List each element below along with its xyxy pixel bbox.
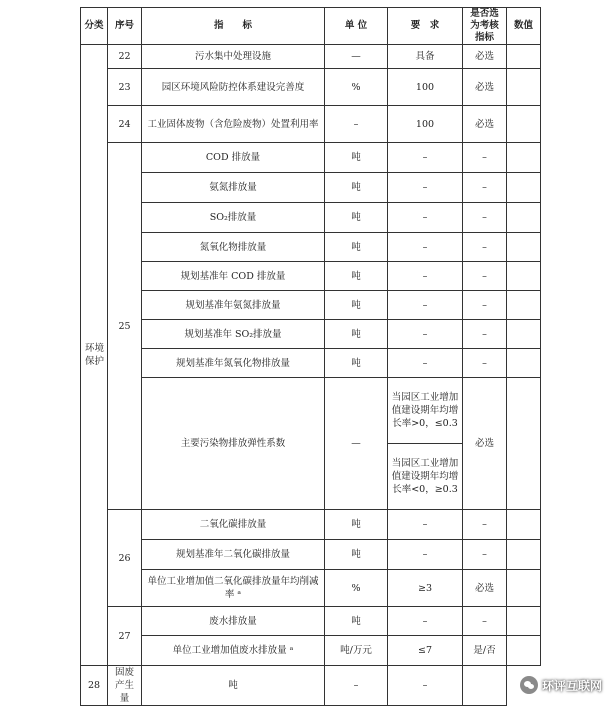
serial-cell: 24 [108, 106, 142, 143]
unit-cell: — [325, 378, 388, 510]
header-row [81, 8, 541, 45]
table-row [81, 233, 541, 262]
assessment-cell: – [463, 203, 507, 233]
indicator-cell: 规划基准年二氧化碳排放量 [142, 540, 325, 570]
value-cell [507, 570, 541, 607]
requirement-cell: 100 [388, 69, 463, 106]
indicator-cell: 污水集中处理设施 [142, 45, 325, 69]
table-row [81, 173, 541, 203]
serial-cell: 23 [108, 69, 142, 106]
table-row [81, 349, 541, 378]
assessment-cell: 必选 [463, 106, 507, 143]
category-cell: 环境保护 [81, 45, 108, 666]
value-cell [507, 173, 541, 203]
requirement-cell: 100 [388, 106, 463, 143]
indicator-cell: 主要污染物排放弹性系数 [142, 378, 325, 510]
header-unit: 单 位 [325, 8, 388, 45]
indicator-cell: 规划基准年氨氮排放量 [142, 291, 325, 320]
indicator-cell: 工业固体废物（含危险废物）处置利用率 [142, 106, 325, 143]
unit-cell: 吨 [325, 143, 388, 173]
requirement-cell: – [388, 349, 463, 378]
value-cell [507, 106, 541, 143]
indicator-cell: 规划基准年 SO₂排放量 [142, 320, 325, 349]
assessment-cell: – [463, 233, 507, 262]
unit-cell: % [325, 570, 388, 607]
requirement-cell: – [388, 233, 463, 262]
assessment-cell: – [463, 540, 507, 570]
table-row [81, 106, 541, 143]
table-row [81, 203, 541, 233]
indicator-cell: COD 排放量 [142, 143, 325, 173]
table-row [81, 143, 541, 173]
indicator-cell: 单位工业增加值废水排放量 ᵃ [142, 636, 325, 666]
unit-cell: — [325, 45, 388, 69]
unit-cell: 吨 [325, 607, 388, 636]
value-cell [507, 636, 541, 666]
unit-cell: 吨 [325, 320, 388, 349]
unit-cell: % [325, 69, 388, 106]
assessment-cell: 必选 [463, 570, 507, 607]
table-row [81, 510, 541, 540]
value-cell [507, 510, 541, 540]
assessment-cell: – [463, 262, 507, 291]
value-cell [507, 203, 541, 233]
assessment-cell: – [388, 666, 463, 706]
serial-cell: 28 [81, 666, 108, 706]
table-row [81, 570, 541, 607]
value-cell [507, 540, 541, 570]
watermark [520, 676, 602, 694]
indicator-cell: 园区环境风险防控体系建设完善度 [142, 69, 325, 106]
requirement-cell-growth-positive: 当园区工业增加值建设期年均增长率>0，≤0.3 [388, 378, 463, 444]
unit-cell: 吨 [325, 540, 388, 570]
unit-cell: 吨 [142, 666, 325, 706]
indicator-cell: 固废产生量 [108, 666, 142, 706]
assessment-cell: – [463, 143, 507, 173]
requirement-cell: – [388, 143, 463, 173]
indicator-cell: 规划基准年 COD 排放量 [142, 262, 325, 291]
table-row [81, 291, 541, 320]
assessment-cell: 是/否 [463, 636, 507, 666]
requirement-cell: ≥3 [388, 570, 463, 607]
serial-cell: 27 [108, 607, 142, 666]
requirement-cell: – [388, 510, 463, 540]
unit-cell: 吨 [325, 291, 388, 320]
assessment-cell: – [463, 607, 507, 636]
unit-cell: 吨 [325, 262, 388, 291]
value-cell [507, 291, 541, 320]
requirement-cell: – [388, 173, 463, 203]
unit-cell: – [325, 106, 388, 143]
header-assessment: 是否选为考核指标 [463, 8, 507, 45]
header-value: 数值 [507, 8, 541, 45]
unit-cell: 吨 [325, 173, 388, 203]
table-row [81, 320, 541, 349]
indicator-cell: SO₂排放量 [142, 203, 325, 233]
table-row [81, 540, 541, 570]
assessment-cell: 必选 [463, 69, 507, 106]
table-row [81, 69, 541, 106]
assessment-cell: 必选 [463, 378, 507, 510]
value-cell [507, 262, 541, 291]
table-row [81, 262, 541, 291]
assessment-cell: – [463, 349, 507, 378]
value-cell [507, 320, 541, 349]
assessment-cell: – [463, 510, 507, 540]
assessment-cell: 必选 [463, 45, 507, 69]
unit-cell: 吨 [325, 203, 388, 233]
serial-cell: 26 [108, 510, 142, 607]
table-row [81, 607, 541, 636]
value-cell [507, 69, 541, 106]
requirement-cell: – [388, 320, 463, 349]
value-cell [507, 349, 541, 378]
header-serial: 序号 [108, 8, 142, 45]
requirement-cell-growth-negative: 当园区工业增加值建设期年均增长率<0，≥0.3 [388, 444, 463, 510]
header-category: 分类 [81, 8, 108, 45]
serial-cell: 25 [108, 143, 142, 510]
header-requirement: 要 求 [388, 8, 463, 45]
serial-cell: 22 [108, 45, 142, 69]
unit-cell: 吨 [325, 233, 388, 262]
requirement-cell: – [388, 203, 463, 233]
requirement-cell: – [388, 540, 463, 570]
value-cell [507, 143, 541, 173]
value-cell [507, 607, 541, 636]
value-cell [507, 45, 541, 69]
indicator-cell: 废水排放量 [142, 607, 325, 636]
indicator-cell: 单位工业增加值二氧化碳排放量年均削减率 ᵃ [142, 570, 325, 607]
value-cell [507, 378, 541, 510]
value-cell [507, 233, 541, 262]
assessment-cell: – [463, 320, 507, 349]
assessment-cell: – [463, 173, 507, 203]
requirement-cell: – [388, 262, 463, 291]
indicator-cell: 氮氧化物排放量 [142, 233, 325, 262]
requirement-cell: – [388, 607, 463, 636]
requirement-cell: 具备 [388, 45, 463, 69]
table-row [81, 636, 541, 666]
table-row [81, 378, 541, 444]
indicator-cell: 规划基准年氮氧化物排放量 [142, 349, 325, 378]
table-row [81, 45, 541, 69]
assessment-cell: – [463, 291, 507, 320]
requirement-cell: – [388, 291, 463, 320]
unit-cell: 吨/万元 [325, 636, 388, 666]
unit-cell: 吨 [325, 510, 388, 540]
indicator-cell: 二氧化碳排放量 [142, 510, 325, 540]
requirement-cell: ≤7 [388, 636, 463, 666]
indicator-table [80, 7, 541, 706]
watermark-text: 环评互联网 [541, 678, 602, 693]
indicator-cell: 氨氮排放量 [142, 173, 325, 203]
unit-cell: 吨 [325, 349, 388, 378]
wechat-icon [520, 676, 538, 694]
requirement-cell: – [325, 666, 388, 706]
header-indicator: 指 标 [142, 8, 325, 45]
